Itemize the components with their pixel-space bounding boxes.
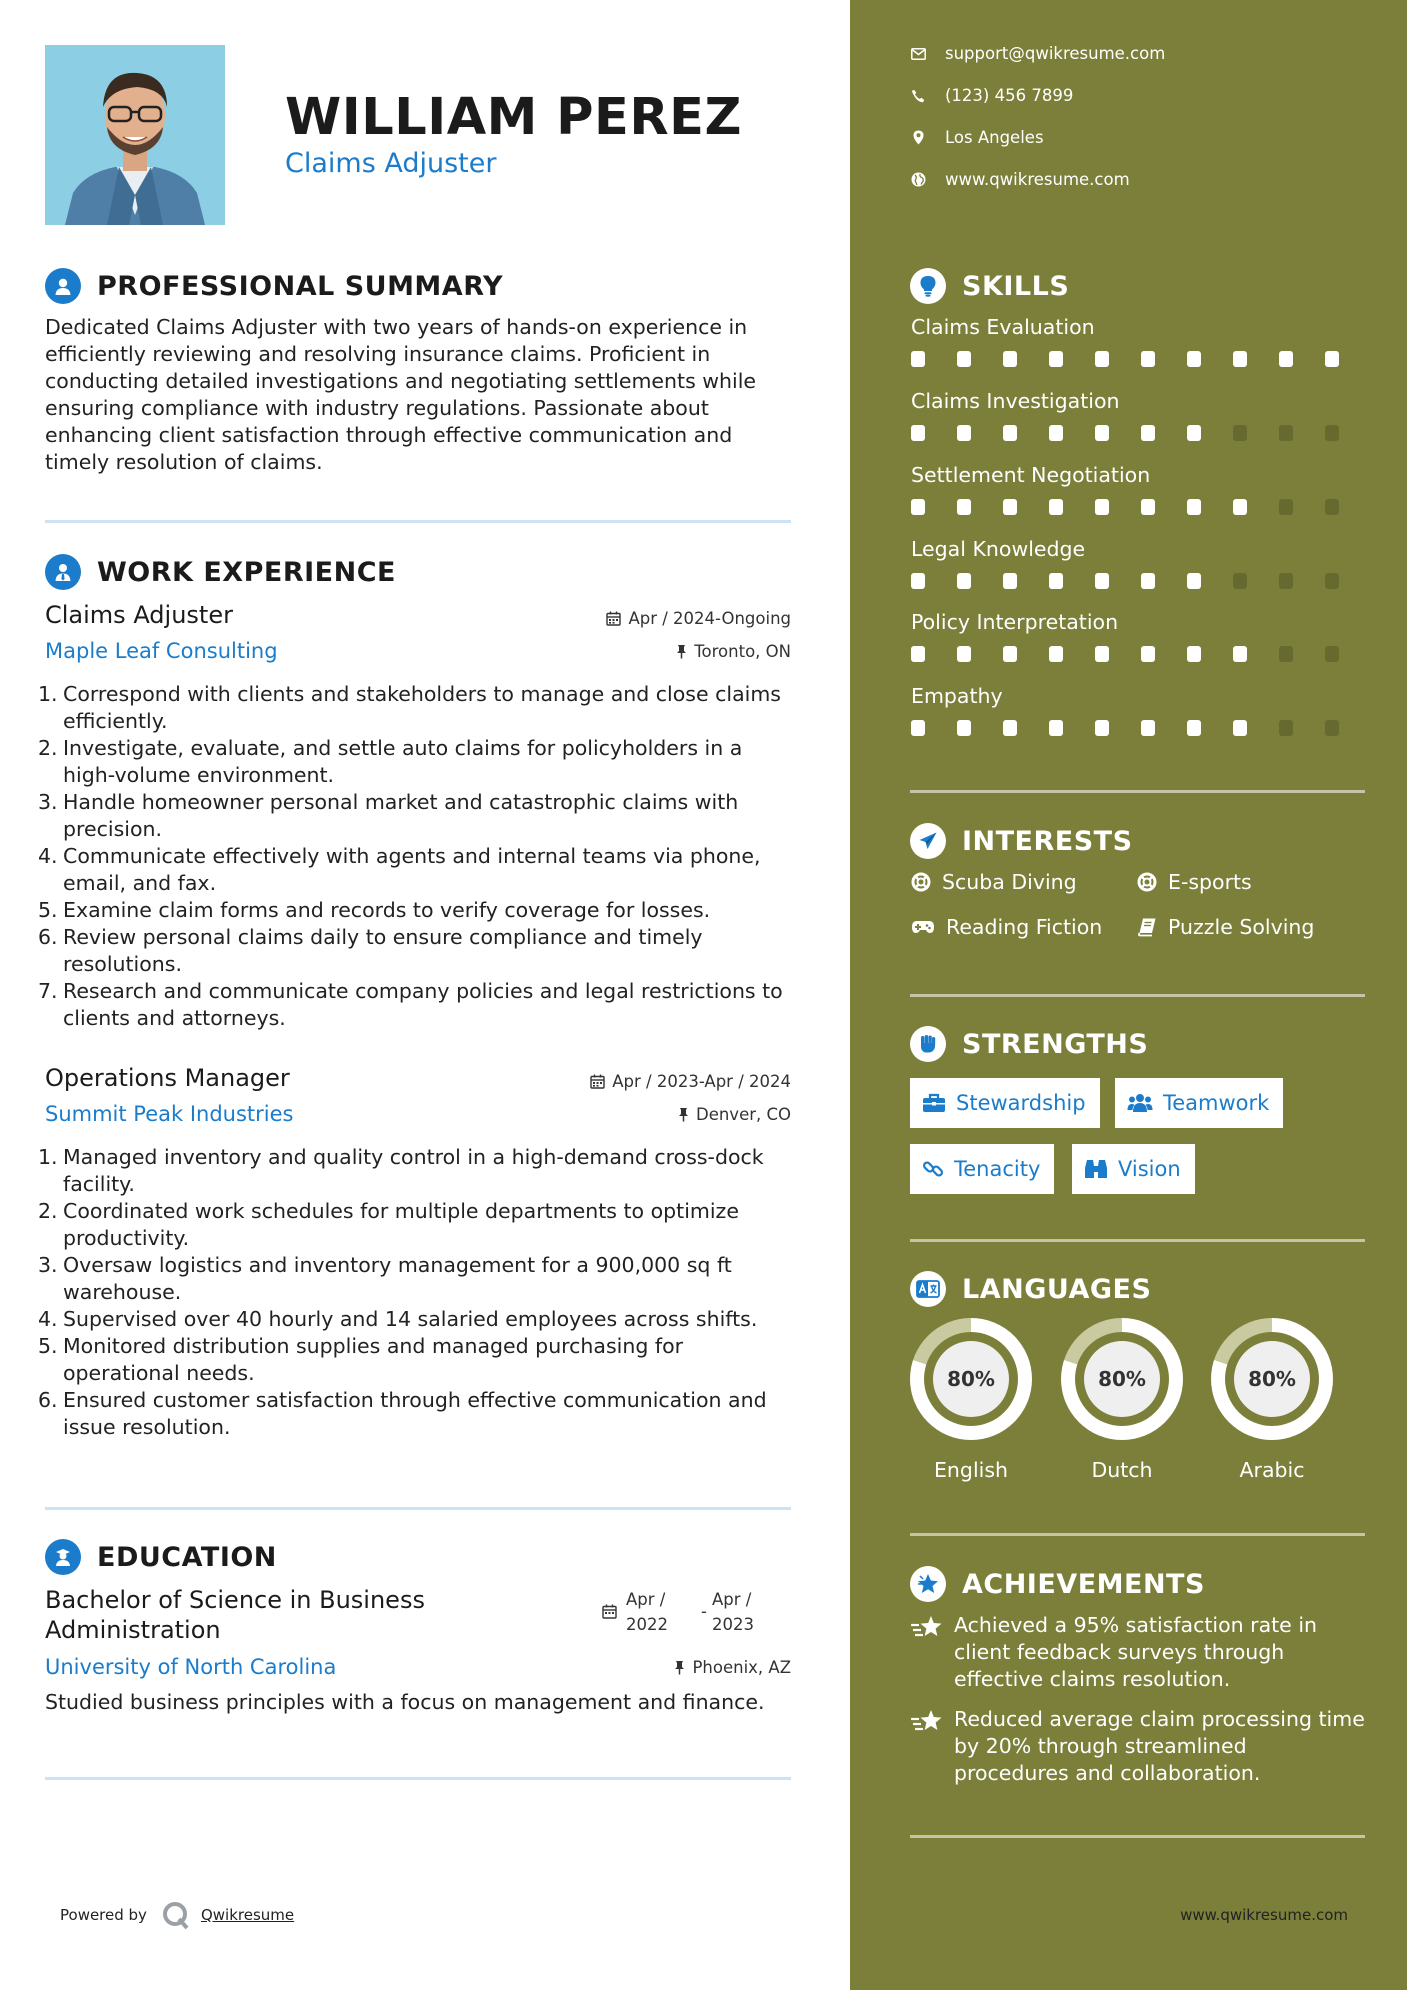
section-divider [45,520,791,523]
skill-dot-filled [1187,720,1201,736]
skill-item [911,389,1371,441]
achievements-title: ACHIEVEMENTS [962,1568,1205,1600]
skill-dot-filled [1187,573,1201,589]
skill-dot-filled [911,499,925,515]
language-progress-ring [1211,1318,1333,1440]
shooting-star-icon [910,1706,944,1787]
skill-dot-filled [1233,646,1247,662]
skill-dot-empty [1279,425,1293,441]
contact-email-text: support@qwikresume.com [945,44,1166,63]
contact-location-text: Los Angeles [945,128,1044,147]
language-item [1211,1318,1333,1482]
section-divider [910,1239,1365,1242]
skill-dot-filled [1003,720,1017,736]
skill-dot-filled [1325,351,1339,367]
list-item: 4. Communicate effectively with agents and internal teams via phone, email, and fax. [38,844,761,895]
skill-dot-filled [1049,573,1063,589]
language-name: Dutch [1091,1458,1153,1482]
skill-name: Policy Interpretation [911,610,1119,634]
skill-dot-filled [1187,499,1201,515]
profile-photo [45,45,225,225]
interest-item [911,915,1102,939]
calendar-icon [602,1604,617,1619]
skill-dot-filled [1049,425,1063,441]
list-item: 2. Coordinated work schedules for multiple departments to optimize productivity. [38,1199,739,1250]
skill-dot-filled [911,573,925,589]
skill-dot-filled [1003,351,1017,367]
skill-name: Empathy [911,684,1003,708]
list-item: 4. Supervised over 40 hourly and 14 salaried employees across shifts. [38,1307,758,1331]
list-item: 6. Review personal claims daily to ensure compliance and timely resolutions. [38,925,703,976]
calendar-icon [606,611,621,626]
strength-label: Tenacity [954,1157,1041,1181]
language-percent: 80% [1234,1341,1310,1417]
skill-dot-filled [1187,425,1201,441]
strength-chip [1072,1144,1195,1194]
skill-name: Claims Investigation [911,389,1120,413]
languages-title: LANGUAGES [962,1273,1152,1305]
lifebuoy-icon [911,872,931,892]
skill-level [911,720,1371,736]
skill-dot-filled [957,720,971,736]
skill-dot-empty [1233,425,1247,441]
skill-item [911,537,1371,589]
skill-dot-empty [1279,573,1293,589]
interest-label: Scuba Diving [942,870,1077,894]
skill-dot-filled [1049,351,1063,367]
skill-item [911,610,1371,662]
section-divider [910,994,1365,997]
paper-plane-icon [910,823,946,859]
interest-item [1137,870,1252,894]
summary-text: Dedicated Claims Adjuster with two years of hands-on experience in efficiently reviewing and resolving insurance claims. Proficient in conducting detailed investigations and negotiating settlements while ensuring compliance with industry regulations. Passionate about enhancing client satisfaction through effective communication and timely resolution of claims. [45,315,757,474]
skill-dot-filled [1141,425,1155,441]
list-item: 5. Examine claim forms and records to verify coverage for losses. [38,898,711,922]
skill-dot-empty [1325,425,1339,441]
binoculars-icon [1084,1158,1108,1180]
skill-dot-filled [957,499,971,515]
skill-dot-filled [1187,351,1201,367]
skill-dot-filled [1095,499,1109,515]
school-name: University of North Carolina [45,1655,337,1679]
section-divider [910,1533,1365,1536]
job-title: Claims Adjuster [45,601,233,629]
user-icon [45,268,81,304]
language-percent: 80% [1084,1341,1160,1417]
strength-chip [910,1078,1100,1128]
section-divider [910,1835,1365,1838]
briefcase-icon [922,1093,946,1113]
skill-dot-empty [1279,720,1293,736]
pin-icon [676,644,687,659]
experience-title: WORK EXPERIENCE [97,556,396,588]
powered-by [60,1900,294,1930]
strength-chip [910,1144,1054,1194]
job-bullet-list [38,1144,798,1441]
user-tie-icon [45,554,81,590]
skill-dot-filled [911,646,925,662]
education-location [674,1658,791,1677]
skill-dot-filled [1141,646,1155,662]
skills-heading [910,268,1069,304]
skill-level [911,499,1371,515]
strength-chip [1115,1078,1283,1128]
users-icon [1127,1093,1153,1113]
list-item: 1. Managed inventory and quality control in a high-demand cross-dock facility. [38,1145,764,1196]
strengths-heading [910,1026,1148,1062]
education-location-text: Phoenix, AZ [692,1658,791,1677]
language-item [910,1318,1032,1482]
education-heading [45,1539,277,1575]
language-name: Arabic [1239,1458,1305,1482]
interest-label: E-sports [1168,870,1252,894]
globe-icon [910,172,926,187]
education-title: EDUCATION [97,1541,277,1573]
skill-name: Legal Knowledge [911,537,1086,561]
language-percent: 80% [933,1341,1009,1417]
skill-dot-filled [1049,646,1063,662]
language-progress-ring [910,1318,1032,1440]
education-start-date: Apr / 2022 [626,1590,668,1634]
pin-icon [674,1660,685,1675]
skill-level [911,351,1371,367]
skill-dot-filled [957,573,971,589]
contact-website[interactable] [910,170,1130,189]
interest-item [1137,915,1314,939]
skill-dot-filled [1279,351,1293,367]
skill-dot-filled [911,351,925,367]
contact-email[interactable] [910,44,1165,63]
skill-dot-filled [1141,720,1155,736]
candidate-role: Claims Adjuster [285,148,497,179]
skill-dot-filled [1233,499,1247,515]
experience-heading [45,554,396,590]
star-badge-icon [910,1566,946,1602]
gamepad-icon [911,919,935,935]
skill-dot-filled [1141,499,1155,515]
book-icon [1137,917,1157,937]
interest-item [911,870,1077,894]
skill-dot-filled [911,425,925,441]
footer-website[interactable]: www.qwikresume.com [1180,1906,1348,1924]
skill-dot-filled [911,720,925,736]
skill-level [911,573,1371,589]
skill-dot-empty [1325,499,1339,515]
language-item [1061,1318,1183,1482]
section-divider [45,1507,791,1510]
skill-dot-filled [1049,499,1063,515]
job-dates-text: Apr / 2023-Apr / 2024 [612,1072,791,1091]
skill-level [911,425,1371,441]
skill-dot-filled [1049,720,1063,736]
list-item: 7. Research and communicate company policies and legal restrictions to clients and attorneys. [38,979,783,1030]
skill-dot-empty [1279,646,1293,662]
skill-dot-filled [957,425,971,441]
interests-heading [910,823,1133,859]
contact-website-text: www.qwikresume.com [945,170,1130,189]
achievement-text: Achieved a 95% satisfaction rate in client feedback surveys through effective claims resolution. [954,1613,1318,1691]
skill-dot-empty [1279,499,1293,515]
skill-dot-filled [1187,646,1201,662]
envelope-icon [910,48,926,60]
translate-icon [910,1271,946,1307]
job-title: Operations Manager [45,1064,290,1092]
list-item: 2. Investigate, evaluate, and settle auto claims for policyholders in a high-volume environment. [38,736,743,787]
lifebuoy-icon [1137,872,1157,892]
achievement-item [910,1706,1365,1787]
achievements-heading [910,1566,1205,1602]
contact-phone-text: (123) 456 7899 [945,86,1074,105]
qwikresume-link[interactable]: Qwikresume [200,1906,295,1924]
skill-item [911,463,1371,515]
skill-dot-filled [1095,351,1109,367]
skill-name: Claims Evaluation [911,315,1095,339]
skill-dot-filled [1233,720,1247,736]
skill-dot-empty [1325,720,1339,736]
company-name: Summit Peak Industries [45,1102,294,1126]
skill-dot-filled [1141,351,1155,367]
lightbulb-icon [910,268,946,304]
education-description: Studied business principles with a focus on management and finance. [45,1690,765,1714]
skill-dot-empty [1325,646,1339,662]
strength-label: Stewardship [956,1091,1086,1115]
language-progress-ring [1061,1318,1183,1440]
calendar-icon [590,1074,605,1089]
skill-dot-filled [1141,573,1155,589]
link-icon [922,1158,944,1180]
skill-dot-filled [1095,720,1109,736]
map-marker-icon [910,130,926,145]
pin-icon [678,1107,689,1122]
section-divider [45,1777,791,1780]
job-bullet-list [38,681,798,1032]
interests-title: INTERESTS [962,825,1133,857]
graduate-icon [45,1539,81,1575]
list-item: 5. Monitored distribution supplies and managed purchasing for operational needs. [38,1334,684,1385]
language-name: English [933,1458,1009,1482]
interest-label: Reading Fiction [946,915,1103,939]
skill-dot-filled [1003,425,1017,441]
section-divider [910,790,1365,793]
languages-heading [910,1271,1151,1307]
qwikresume-logo-icon [161,1900,191,1930]
strengths-title: STRENGTHS [962,1028,1149,1060]
date-separator: - [701,1602,707,1621]
strength-label: Vision [1118,1157,1181,1181]
achievement-item [910,1612,1365,1693]
skill-dot-filled [1003,646,1017,662]
skill-dot-filled [1003,499,1017,515]
sidebar [850,0,1407,1990]
skill-level [911,646,1371,662]
skill-dot-filled [957,351,971,367]
phone-icon [910,89,926,103]
list-item: 3. Oversaw logistics and inventory management for a 900,000 sq ft warehouse. [38,1253,732,1304]
summary-heading [45,268,503,304]
interest-label: Puzzle Solving [1168,915,1315,939]
skill-dot-filled [957,646,971,662]
strength-label: Teamwork [1163,1091,1270,1115]
powered-by-label: Powered by [60,1906,147,1924]
skill-dot-filled [1095,646,1109,662]
education-dates [602,1587,754,1637]
job-dates-text: Apr / 2024-Ongoing [628,609,791,628]
job-dates [590,1072,791,1091]
fist-icon [910,1026,946,1062]
job-dates [606,609,791,628]
job-location [678,1105,791,1124]
education-end-date: Apr / 2023 [711,1590,754,1634]
contact-location [910,128,1044,147]
skill-dot-filled [1095,425,1109,441]
list-item: 6. Ensured customer satisfaction through effective communication and issue resolution. [38,1388,767,1439]
skill-item [911,684,1371,736]
skill-dot-empty [1233,573,1247,589]
job-location-text: Denver, CO [695,1105,791,1124]
skill-name: Settlement Negotiation [911,463,1151,487]
list-item: 1. Correspond with clients and stakeholders to manage and close claims efficiently. [38,682,781,733]
shooting-star-icon [910,1612,944,1693]
achievement-text: Reduced average claim processing time by 20% through streamlined procedures and collaboration. [954,1707,1365,1785]
contact-phone[interactable] [910,86,1073,105]
skill-dot-empty [1325,573,1339,589]
list-item: 3. Handle homeowner personal market and catastrophic claims with precision. [38,790,739,841]
degree-title: Bachelor of Science in Business Administration [45,1586,425,1644]
job-location [676,642,791,661]
skill-item [911,315,1371,367]
skill-dot-filled [1233,351,1247,367]
skills-title: SKILLS [962,270,1070,302]
summary-title: PROFESSIONAL SUMMARY [97,270,504,302]
skill-dot-filled [1003,573,1017,589]
job-location-text: Toronto, ON [694,642,791,661]
candidate-name: WILLIAM PEREZ [285,88,742,147]
skill-dot-filled [1095,573,1109,589]
company-name: Maple Leaf Consulting [45,639,278,663]
